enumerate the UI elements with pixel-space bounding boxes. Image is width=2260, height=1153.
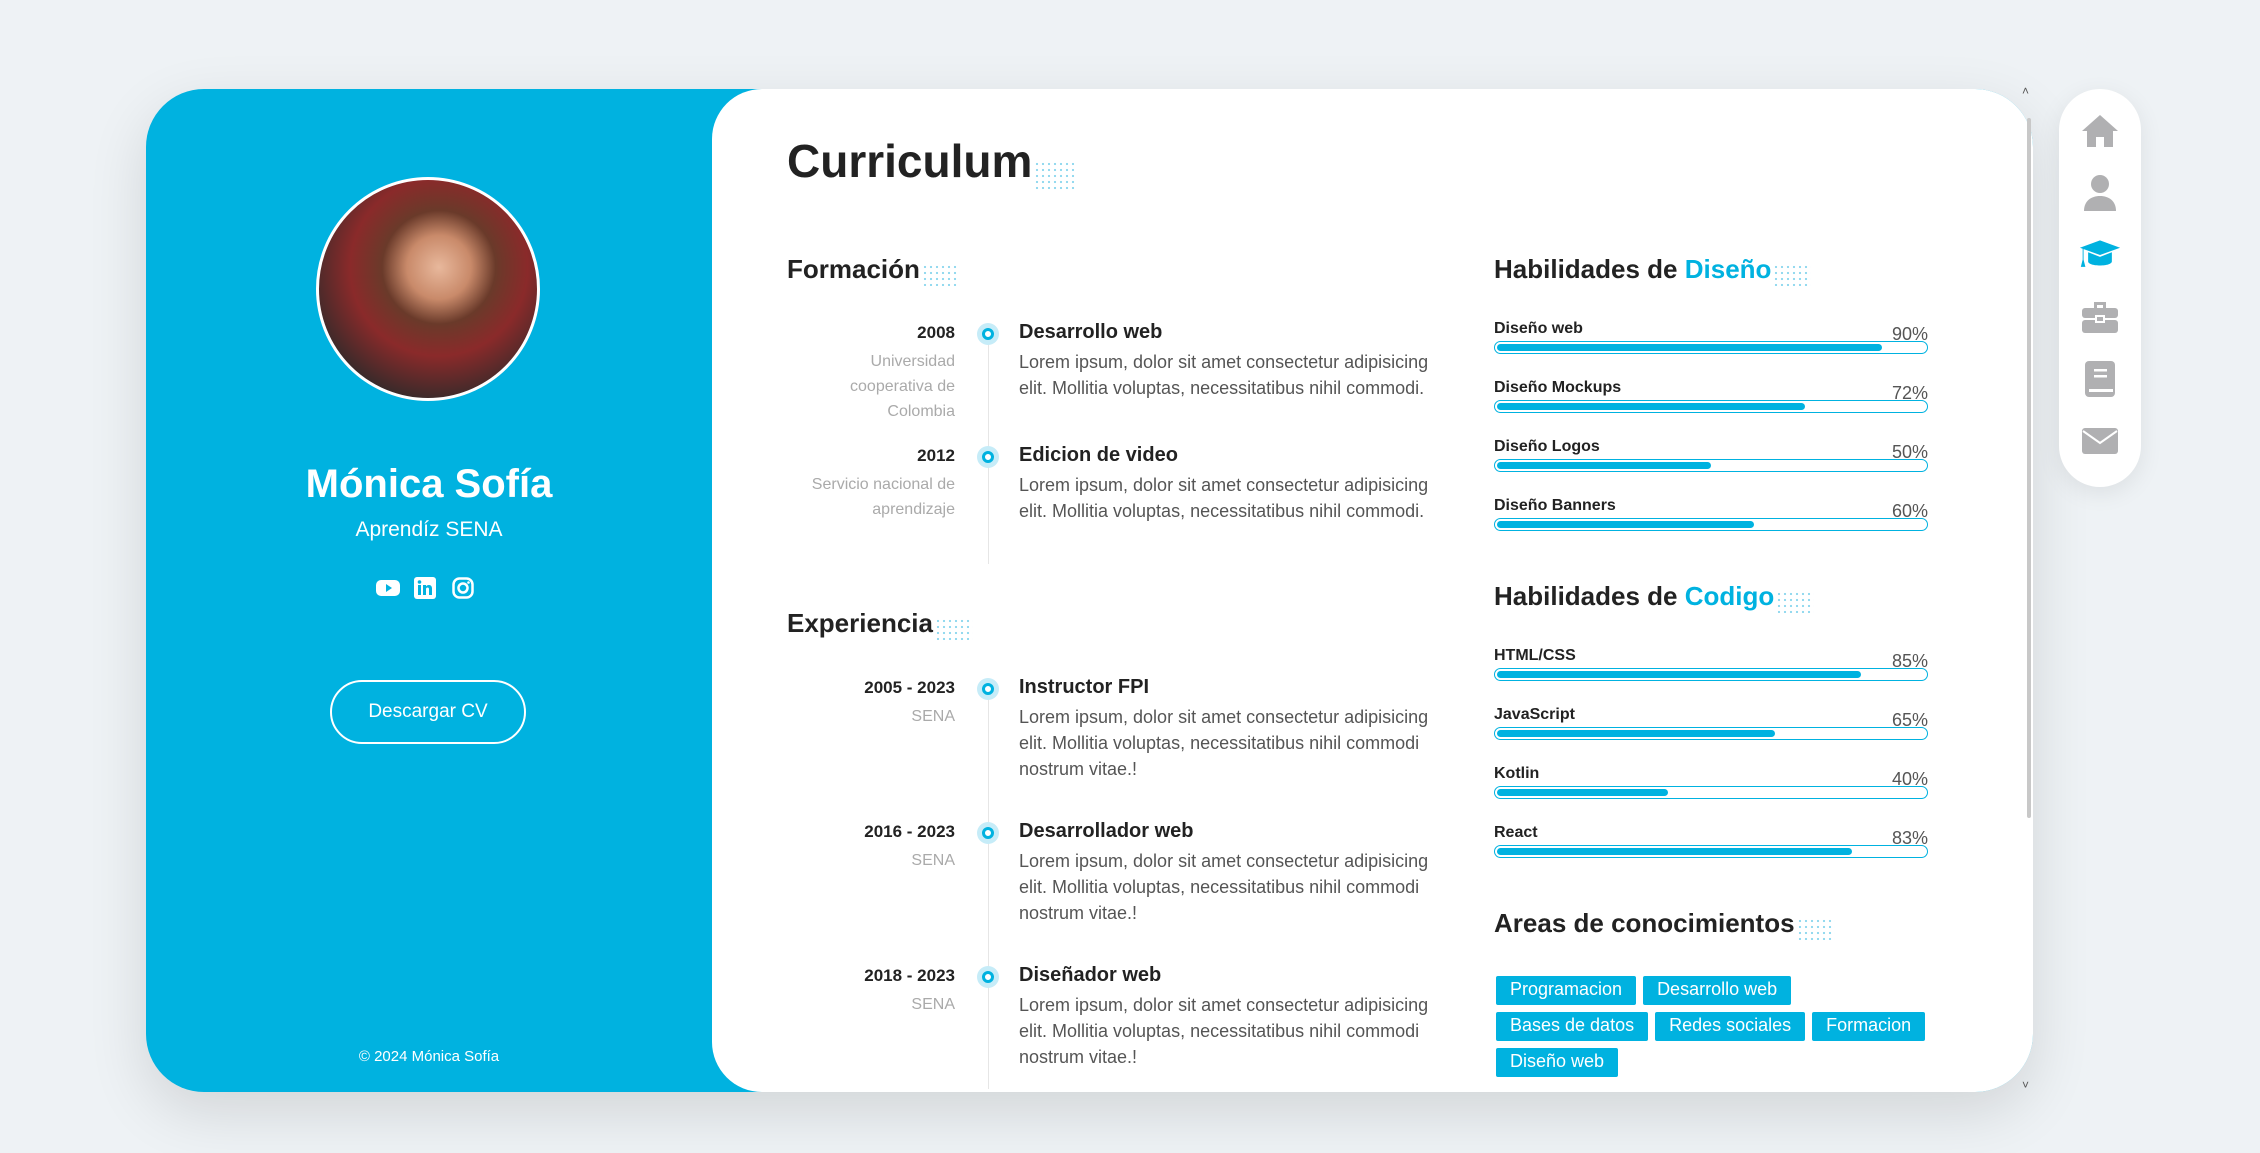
- skill-row: [1494, 647, 1928, 671]
- youtube-icon[interactable]: [376, 577, 400, 599]
- social-links: [376, 577, 476, 599]
- dots-decoration: [1776, 591, 1814, 613]
- timeline-year: 2018 - 2023: [864, 966, 955, 985]
- scroll-down-icon[interactable]: ˅: [2022, 1078, 2030, 1092]
- timeline-institution: Servicio nacional de aprendizaje: [811, 476, 955, 518]
- timeline-desc: Lorem ipsum, dolor sit amet consectetur adipisicing elit. Mollitia voluptas, necessitatibus nihil commodi nostrum vitae.!: [1019, 995, 1429, 1067]
- dots-decoration: [935, 618, 973, 640]
- timeline-year: 2016 - 2023: [864, 822, 955, 841]
- skill-percent: 65%: [1891, 710, 1928, 730]
- dots-decoration: [1034, 161, 1076, 191]
- skill-percent: 72%: [1891, 383, 1928, 403]
- dots-decoration: [922, 264, 960, 286]
- skill-label: Kotlin: [1494, 765, 1540, 782]
- skill-label: React: [1494, 824, 1538, 841]
- instagram-icon[interactable]: [452, 577, 476, 599]
- curriculum-panel: [712, 89, 2033, 1092]
- linkedin-icon[interactable]: [414, 577, 438, 599]
- areas-heading-wrap: [1494, 908, 1835, 940]
- timeline-year: 2012: [917, 446, 955, 465]
- timeline-dot: [977, 822, 999, 844]
- skill-label: HTML/CSS: [1494, 647, 1576, 664]
- timeline-desc: Lorem ipsum, dolor sit amet consectetur adipisicing elit. Mollitia voluptas, necessitatibus nihil commodi.: [1019, 475, 1429, 521]
- page-title: Curriculum: [787, 135, 1033, 187]
- timeline-institution: Universidad cooperativa de Colombia: [850, 353, 955, 420]
- timeline-institution: SENA: [911, 852, 955, 869]
- area-tag: Diseño web: [1496, 1048, 1618, 1077]
- timeline-title: Edicion de video: [1019, 444, 1178, 466]
- skill-percent: 50%: [1891, 442, 1928, 462]
- skill-progress-bar: [1494, 400, 1928, 413]
- formacion-heading: Formación: [787, 254, 920, 284]
- skill-row: [1494, 438, 1928, 462]
- experiencia-heading: Experiencia: [787, 608, 933, 638]
- areas-heading: Areas de conocimientos: [1494, 908, 1795, 938]
- section-nav: [2059, 89, 2141, 487]
- skill-percent: 83%: [1891, 828, 1928, 848]
- scroll-up-icon[interactable]: ˄: [2022, 84, 2030, 98]
- timeline-institution: SENA: [911, 996, 955, 1013]
- skill-progress-bar: [1494, 845, 1928, 858]
- timeline-title: Desarrollador web: [1019, 820, 1194, 842]
- profile-role: Aprendíz SENA: [355, 518, 503, 541]
- skill-label: JavaScript: [1494, 706, 1575, 723]
- footer-copyright: © 2024 Mónica Sofía: [358, 1048, 500, 1065]
- code-skills-heading: [1494, 581, 1814, 613]
- book-icon[interactable]: [2079, 359, 2121, 399]
- timeline-dot: [977, 446, 999, 468]
- area-tag: Bases de datos: [1496, 1012, 1648, 1041]
- area-tag: Redes sociales: [1655, 1012, 1805, 1041]
- scrollbar[interactable]: [2027, 118, 2031, 818]
- skill-row: [1494, 706, 1928, 730]
- skill-row: [1494, 320, 1928, 344]
- dots-decoration: [1797, 918, 1835, 940]
- timeline-title: Diseñador web: [1019, 964, 1162, 986]
- skill-progress-fill: [1497, 344, 1882, 351]
- skill-progress-fill: [1497, 521, 1754, 528]
- skill-label: Diseño Logos: [1494, 438, 1600, 455]
- timeline-dot: [977, 966, 999, 988]
- design-skills-heading: [1494, 254, 1811, 286]
- skill-progress-fill: [1497, 730, 1775, 737]
- areas-tags: [1496, 976, 1946, 1077]
- skill-progress-bar: [1494, 727, 1928, 740]
- skill-row: [1494, 765, 1928, 789]
- timeline-dot: [977, 323, 999, 345]
- skill-percent: 60%: [1891, 501, 1928, 521]
- dots-decoration: [1773, 264, 1811, 286]
- timeline-line: [988, 689, 989, 1089]
- skill-row: [1494, 497, 1928, 521]
- skill-percent: 85%: [1891, 651, 1928, 671]
- experiencia-heading-wrap: [787, 608, 973, 640]
- graduation-cap-icon[interactable]: [2079, 235, 2121, 275]
- user-icon[interactable]: [2079, 173, 2121, 213]
- envelope-icon[interactable]: [2079, 421, 2121, 461]
- page-title-wrap: [787, 134, 1076, 191]
- skill-progress-bar: [1494, 668, 1928, 681]
- skill-label: Diseño web: [1494, 320, 1583, 337]
- skill-progress-fill: [1497, 848, 1852, 855]
- skill-progress-bar: [1494, 786, 1928, 799]
- timeline-title: Desarrollo web: [1019, 321, 1163, 343]
- skill-row: [1494, 379, 1928, 403]
- heading-accent: Diseño: [1684, 254, 1772, 284]
- timeline-desc: Lorem ipsum, dolor sit amet consectetur adipisicing elit. Mollitia voluptas, necessitatibus nihil commodi nostrum vitae.!: [1019, 707, 1429, 779]
- skill-progress-bar: [1494, 459, 1928, 472]
- avatar: [316, 177, 540, 401]
- home-icon[interactable]: [2079, 111, 2121, 151]
- skill-row: [1494, 824, 1928, 848]
- skill-progress-fill: [1497, 403, 1805, 410]
- skill-percent: 90%: [1891, 324, 1928, 344]
- heading-prefix: Habilidades de: [1494, 254, 1678, 284]
- timeline-year: 2005 - 2023: [864, 678, 955, 697]
- heading-prefix: Habilidades de: [1494, 581, 1678, 611]
- timeline-title: Instructor FPI: [1019, 676, 1150, 698]
- skill-progress-fill: [1497, 671, 1861, 678]
- area-tag: Formacion: [1812, 1012, 1925, 1041]
- briefcase-icon[interactable]: [2079, 297, 2121, 337]
- skill-label: Diseño Mockups: [1494, 379, 1622, 396]
- timeline-dot: [977, 678, 999, 700]
- skill-progress-bar: [1494, 518, 1928, 531]
- area-tag: Programacion: [1496, 976, 1636, 1005]
- skill-progress-fill: [1497, 789, 1668, 796]
- skill-progress-fill: [1497, 462, 1711, 469]
- timeline-desc: Lorem ipsum, dolor sit amet consectetur adipisicing elit. Mollitia voluptas, necessitatibus nihil commodi.: [1019, 352, 1429, 398]
- skill-label: Diseño Banners: [1494, 497, 1616, 514]
- skill-percent: 40%: [1891, 769, 1928, 789]
- download-cv-button[interactable]: Descargar CV: [330, 680, 526, 744]
- heading-accent: Codigo: [1684, 581, 1775, 611]
- timeline-desc: Lorem ipsum, dolor sit amet consectetur adipisicing elit. Mollitia voluptas, necessitatibus nihil commodi nostrum vitae.!: [1019, 851, 1429, 923]
- formacion-heading-wrap: [787, 254, 960, 286]
- timeline-institution: SENA: [911, 708, 955, 725]
- skill-progress-bar: [1494, 341, 1928, 354]
- area-tag: Desarrollo web: [1643, 976, 1791, 1005]
- profile-name: Mónica Sofía: [305, 462, 553, 506]
- timeline-year: 2008: [917, 323, 955, 342]
